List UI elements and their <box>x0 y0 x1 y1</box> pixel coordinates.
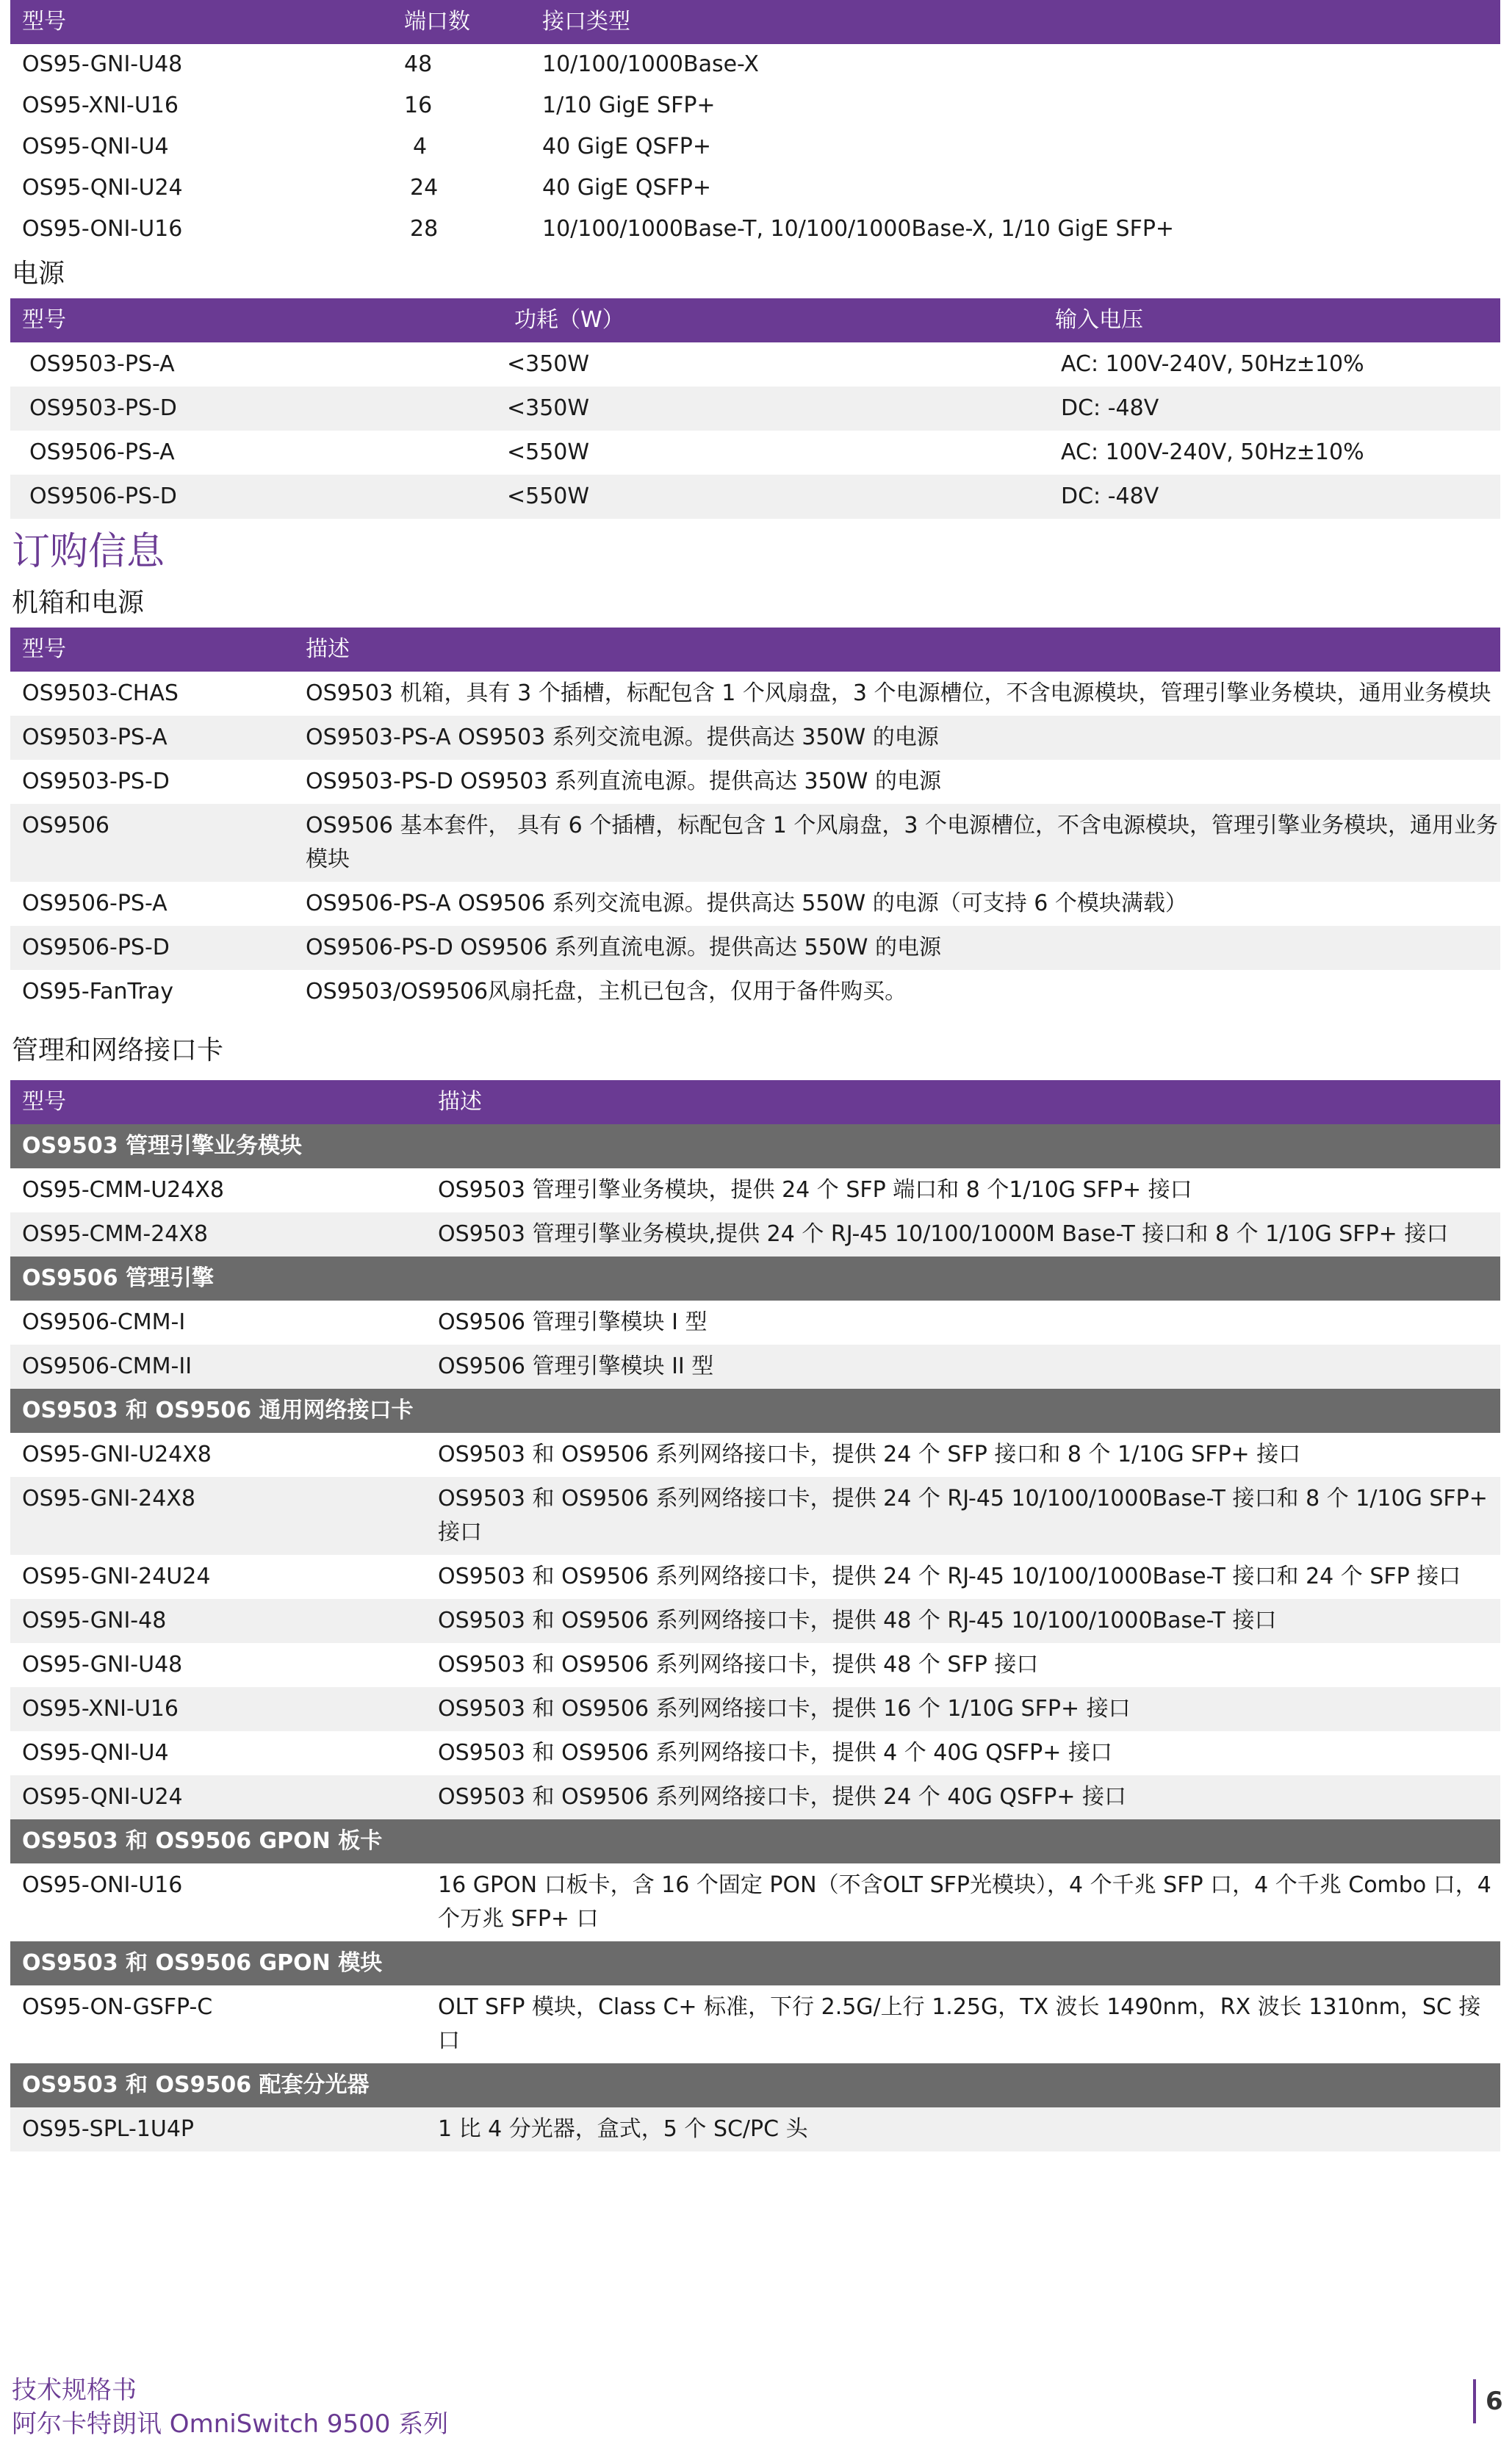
table-row <box>10 970 1500 1014</box>
cell-model: OS95-QNI-U4 <box>22 134 169 159</box>
column-header: 接口类型 <box>530 0 1500 44</box>
cell-model: OS95-CMM-U24X8 <box>22 1177 224 1203</box>
group-title: OS9503 和 OS9506 GPON 板卡 <box>10 1819 1500 1863</box>
table-row <box>10 85 1500 126</box>
cell-description: OS9503 和 OS9506 系列网络接口卡，提供 24 个 RJ-45 10/100/1000Base-T 接口和 8 个 1/10G SFP+ 接口 <box>426 1477 1500 1555</box>
cell-description: OS9503 和 OS9506 系列网络接口卡，提供 24 个 RJ-45 10/100/1000Base-T 接口和 24 个 SFP 接口 <box>438 1564 1461 1589</box>
cell-model: OS95-GNI-U24X8 <box>22 1442 212 1467</box>
page-number: 6 <box>1486 2387 1503 2416</box>
column-header: 型号 <box>10 628 294 672</box>
cell-model: OS95-GNI-48 <box>10 1599 426 1643</box>
cell-interface: 40 GigE QSFP+ <box>542 134 711 159</box>
cell-description: OS9506-PS-A OS9506 系列交流电源。提供高达 550W 的电源（可支持 6 个模块满载） <box>306 891 1187 916</box>
cell-model: OS95-FanTray <box>22 979 173 1004</box>
cell-description: OS9506-PS-D OS9506 系列直流电源。提供高达 550W 的电源 <box>294 926 1500 970</box>
module-ports-table <box>10 0 1500 250</box>
cell-description: OS9503 和 OS9506 系列网络接口卡，提供 24 个 SFP 接口和 8 个 1/10G SFP+ 接口 <box>438 1442 1301 1467</box>
cell-interface: 1/10 GigE SFP+ <box>542 93 716 118</box>
table-row <box>10 716 1500 760</box>
cell-description: OS9506 管理引擎模块 II 型 <box>426 1345 1500 1389</box>
cell-description: OS9506 管理引擎模块 I 型 <box>438 1309 708 1335</box>
table-row <box>10 1687 1500 1731</box>
column-header: 描述 <box>294 628 1500 672</box>
cell-model: OS95-GNI-24X8 <box>10 1477 426 1555</box>
table-row <box>10 1168 1500 1212</box>
column-header: 型号 <box>10 1080 426 1124</box>
cell-description: OS9506 基本套件， 具有 6 个插槽，标配包含 1 个风扇盘，3 个电源槽位，不含电源模块，管理引擎业务模块，通用业务模块 <box>294 804 1500 882</box>
column-header: 功耗（W） <box>503 298 1043 342</box>
cell-model: OS9503-PS-D <box>22 769 170 794</box>
table-row <box>10 804 1500 882</box>
cell-ports: 48 <box>404 51 433 77</box>
table-header <box>10 298 1500 342</box>
footer <box>12 2373 448 2441</box>
table-row <box>10 1863 1500 1941</box>
cell-model: OS9506-CMM-I <box>22 1309 186 1335</box>
cell-model: OS95-SPL-1U4P <box>10 2107 426 2151</box>
cell-model: OS95-QNI-U4 <box>22 1740 169 1766</box>
page-number-divider <box>1473 2379 1476 2423</box>
cell-description: 1 比 4 分光器，盒式，5 个 SC/PC 头 <box>426 2107 1500 2151</box>
table-row <box>10 1477 1500 1555</box>
footer-product-line: 阿尔卡特朗讯 OmniSwitch 9500 系列 <box>12 2409 449 2439</box>
cell-model: OS9506-CMM-II <box>10 1345 426 1389</box>
cell-power: <550W <box>507 439 590 465</box>
cell-description: OS9503 和 OS9506 系列网络接口卡，提供 4 个 40G QSFP+ 接口 <box>438 1740 1112 1766</box>
column-header: 描述 <box>426 1080 1500 1124</box>
cell-power: <350W <box>507 351 590 377</box>
cell-description: 16 GPON 口板卡，含 16 个固定 PON（不含OLT SFP光模块），4 个千兆 SFP 口，4 个千兆 Combo 口，4 个万兆 SFP+ 口 <box>438 1872 1491 1932</box>
cell-model: OS9506-PS-A <box>29 439 175 465</box>
cell-voltage: DC: -48V <box>1043 387 1500 431</box>
cell-voltage: AC: 100V-240V, 50Hz±10% <box>1061 351 1364 377</box>
chassis-table <box>10 628 1500 1014</box>
group-row <box>10 1124 1500 1168</box>
cell-model: OS9506 <box>10 804 294 882</box>
table-row <box>10 387 1500 431</box>
table-row <box>10 1643 1500 1687</box>
group-row <box>10 1941 1500 1985</box>
table-header <box>10 1080 1500 1124</box>
cell-voltage: DC: -48V <box>1043 475 1500 519</box>
column-header: 端口数 <box>392 0 530 44</box>
cell-model: OS95-ON-GSFP-C <box>22 1994 213 2020</box>
group-row <box>10 1389 1500 1433</box>
cell-model: OS95-GNI-U48 <box>22 51 183 77</box>
table-row <box>10 1301 1500 1345</box>
column-header: 输入电压 <box>1043 298 1500 342</box>
table-row <box>10 1555 1500 1599</box>
table-row <box>10 126 1500 168</box>
table-row <box>10 1985 1500 2063</box>
cell-model: OS95-ONI-U16 <box>22 216 183 242</box>
column-header: 型号 <box>10 298 503 342</box>
cell-description: OS9503 和 OS9506 系列网络接口卡，提供 16 个 1/10G SFP+ 接口 <box>426 1687 1500 1731</box>
table-header <box>10 628 1500 672</box>
cell-description: OS9503 和 OS9506 系列网络接口卡，提供 48 个 SFP 接口 <box>438 1652 1039 1678</box>
table-row <box>10 1731 1500 1775</box>
table-row <box>10 1433 1500 1477</box>
cell-description: OLT SFP 模块，Class C+ 标准，下行 2.5G/上行 1.25G，TX 波长 1490nm，RX 波长 1310nm，SC 接口 <box>438 1994 1481 2054</box>
group-title: OS9503 和 OS9506 配套分光器 <box>10 2063 1500 2107</box>
cell-description: OS9503 管理引擎业务模块，提供 24 个 SFP 端口和 8 个1/10G SFP+ 接口 <box>438 1177 1192 1203</box>
group-row <box>10 2063 1500 2107</box>
chassis-section-title: 机箱和电源 <box>12 588 145 618</box>
cell-voltage: AC: 100V-240V, 50Hz±10% <box>1061 439 1364 465</box>
table-row <box>10 168 1500 209</box>
column-header: 型号 <box>10 0 392 44</box>
mgmt-section-title: 管理和网络接口卡 <box>12 1035 224 1065</box>
cell-ports: 16 <box>404 93 433 118</box>
cell-description: OS9503 和 OS9506 系列网络接口卡，提供 24 个 40G QSFP+ 接口 <box>426 1775 1500 1819</box>
cell-model: OS9503-CHAS <box>22 680 179 706</box>
cell-model: OS95-QNI-U24 <box>22 175 183 201</box>
cell-model: OS95-GNI-24U24 <box>22 1564 211 1589</box>
table-row <box>10 1345 1500 1389</box>
cell-description: OS9503 和 OS9506 系列网络接口卡，提供 48 个 RJ-45 10/100/1000Base-T 接口 <box>426 1599 1500 1643</box>
cell-ports: 28 <box>410 216 439 242</box>
cell-ports: 24 <box>410 175 439 201</box>
power-section-title: 电源 <box>12 259 65 289</box>
table-row <box>10 431 1500 475</box>
cell-power: <350W <box>503 387 1043 431</box>
cell-model: OS95-XNI-U16 <box>22 93 179 118</box>
table-row <box>10 475 1500 519</box>
ordering-info-title: 订购信息 <box>12 530 165 574</box>
cell-model: OS9506-PS-D <box>10 926 294 970</box>
cell-model: OS9506-PS-A <box>22 891 168 916</box>
group-title: OS9503 和 OS9506 GPON 模块 <box>10 1941 1500 1985</box>
group-title: OS9506 管理引擎 <box>10 1257 1500 1301</box>
table-row <box>10 882 1500 926</box>
table-row <box>10 342 1500 387</box>
mgmt-table <box>10 1080 1500 2151</box>
group-row <box>10 1257 1500 1301</box>
table-row <box>10 926 1500 970</box>
table-row <box>10 209 1500 250</box>
cell-ports: 4 <box>413 134 428 159</box>
table-row <box>10 1599 1500 1643</box>
table-row <box>10 672 1500 716</box>
cell-interface: 40 GigE QSFP+ <box>542 175 711 201</box>
table-row <box>10 760 1500 804</box>
cell-model: OS9503-PS-A <box>10 716 294 760</box>
footer-doc-type: 技术规格书 <box>12 2376 137 2405</box>
cell-description: OS9503 机箱，具有 3 个插槽，标配包含 1 个风扇盘，3 个电源槽位，不含电源模块，管理引擎业务模块，通用业务模块 <box>306 680 1491 706</box>
group-row <box>10 1819 1500 1863</box>
cell-model: OS95-CMM-24X8 <box>10 1212 426 1257</box>
spec-page <box>10 0 1500 2151</box>
power-table <box>10 298 1500 519</box>
table-row <box>10 1775 1500 1819</box>
cell-interface: 10/100/1000Base-T, 10/100/1000Base-X, 1/10 GigE SFP+ <box>542 216 1175 242</box>
group-title: OS9503 管理引擎业务模块 <box>10 1124 1500 1168</box>
cell-model: OS95-QNI-U24 <box>10 1775 426 1819</box>
cell-model: OS9503-PS-A <box>29 351 175 377</box>
cell-description: OS9503-PS-A OS9503 系列交流电源。提供高达 350W 的电源 <box>294 716 1500 760</box>
table-header <box>10 0 1500 44</box>
cell-model: OS95-GNI-U48 <box>22 1652 183 1678</box>
cell-power: <550W <box>503 475 1043 519</box>
cell-description: OS9503 管理引擎业务模块,提供 24 个 RJ-45 10/100/1000M Base-T 接口和 8 个 1/10G SFP+ 接口 <box>426 1212 1500 1257</box>
cell-model: OS9503-PS-D <box>10 387 503 431</box>
group-title: OS9503 和 OS9506 通用网络接口卡 <box>10 1389 1500 1433</box>
cell-interface: 10/100/1000Base-X <box>542 51 759 77</box>
cell-description: OS9503/OS9506风扇托盘，主机已包含，仅用于备件购买。 <box>306 979 907 1004</box>
cell-model: OS95-XNI-U16 <box>10 1687 426 1731</box>
table-row <box>10 2107 1500 2151</box>
cell-description: OS9503-PS-D OS9503 系列直流电源。提供高达 350W 的电源 <box>306 769 941 794</box>
cell-model: OS95-ONI-U16 <box>22 1872 183 1898</box>
cell-model: OS9506-PS-D <box>10 475 503 519</box>
table-row <box>10 1212 1500 1257</box>
table-row <box>10 44 1500 85</box>
